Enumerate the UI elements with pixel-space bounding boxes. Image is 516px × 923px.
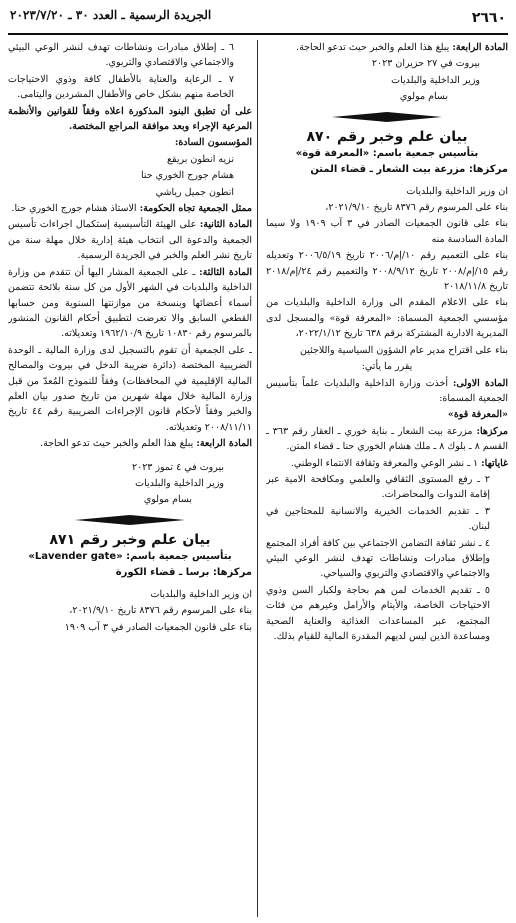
- minister-intro: ان وزير الداخلية والبلديات: [406, 185, 508, 197]
- legal-basis: بناء على المرسوم رقم ٨٣٧٦ تاريخ ٢٠٢١/٩/١٠،: [325, 202, 508, 214]
- date-line: بيروت في ٢٧ حزيران ٢٠٢٣: [371, 58, 480, 70]
- article-3-tax-paragraph: ـ على الجمعية أن تقوم بالتسجيل لدى وزارة المالية ـ الوحدة الضريبية المختصة (دائرة ضريبة الدخل في بيروت والمصالح المالية الإقليمية في المحافظات) وفقاً للنموذج المُعدّ من قبل وزارة المالية خلال مهلة شهرين من تاريخ صدور بيان العلم والخبر وفقاً لأحكام قانون الإجراءات الضريبية رقم ٤٤ تاريخ ٢٠٠٨/١١/١١ وتعديلاته.: [8, 344, 252, 433]
- goal-item: ٣ ـ تقديم الخدمات الخيرية والانسانية للمحتاجين في لبنان.: [266, 505, 490, 533]
- article-text: يبلغ هذا العلم والخبر حيث تدعو الحاجة.: [296, 42, 450, 53]
- legal-basis: بناء على التعميم رقم ١٠/إم/٢٠٠٦ تاريخ ٢٠٠٦/٥/١٩ وتعديله رقم ١٥/إم/٢٠٠٨ تاريخ ٢٠٠٨/٩/١٢ والتعميم رقم ٢٤/إم/٢٠١٨ تاريخ ٢٠١٨/١١/٨: [266, 250, 508, 293]
- article-4-paragraph: [266, 40, 508, 55]
- notice-subtitle: بتأسيس جمعية باسم: «Lavender gate»: [28, 550, 232, 562]
- notice-headquarters: مركزها: برسا ـ قضاء الكورة: [115, 566, 252, 578]
- goal-item: ٤ ـ نشر ثقافة التضامن الاجتماعي بين كافة أفراد المجتمع وإطلاق مبادرات ونشاطات تهدف لنشر الوعي البيئي والاجتماعي والاقتصادي والتربوي والسياحي.: [266, 537, 490, 580]
- section-separator: [266, 109, 508, 125]
- date-line: بيروت في ٤ تموز ٢٠٢٣: [132, 461, 224, 473]
- legal-basis: بناء على اقتراح مدير عام الشؤون السياسية واللاجئين: [299, 344, 508, 356]
- legal-basis: بناء على المرسوم رقم ٨٣٧٦ تاريخ ٢٠٢١/٩/١٠،: [69, 605, 252, 617]
- gazette-title: الجريدة الرسمية ـ العدد ٣٠ ـ ٢٠٢٣/٧/٢٠: [10, 8, 212, 22]
- minister-intro: ان وزير الداخلية والبلديات: [150, 588, 252, 600]
- founders-label: المؤسسون السادة:: [174, 137, 252, 149]
- government-representative: ممثل الجمعية تجاه الحكومة: الاستاذ هشام جورج الخوري حنا.: [11, 203, 252, 215]
- article-2-paragraph: المادة الثانية: على الهيئة التأسيسية إستكمال اجراءات تأسيس الجمعية والدعوة الى انتخاب هيئة إدارية خلال مهلة سنة من تاريخ نشر العلم والخبر في الجريدة الرسمية.: [8, 219, 252, 262]
- signatory-name: بسام مولوي: [399, 91, 448, 103]
- article-3-paragraph: المادة الثالثة: ـ على الجمعية المشار اليها أن تتقدم من وزارة الداخلية والبلديات في الشهر الأول من كل سنة بلائحة تتضمن أسماء أعضائها وبنسخة من موازنتها السنوية ومن حسابها القطعي السابق والا تعرضت لتطبيق أحكام القانون المنشور بالمرسوم رقم ١٠٨٣٠ تاريخ ١٩٦٢/١٠/٩ وتعديلاته.: [8, 266, 252, 340]
- legal-basis: بناء على الاعلام المقدم الى وزارة الداخلية والبلديات من مؤسسي الجمعية المسماة: «المعرفة قوة» والمسجل لدى المديرية الادارية المشتركة برقم ٦٣٨ تاريخ ٢٠٢٢/١/١٢،: [266, 297, 508, 340]
- article-1-paragraph: المادة الاولى: أخذت وزارة الداخلية والبلديات علماً بتأسيس الجمعية المسماة:: [266, 377, 508, 404]
- signatory-name: بسام مولوي: [143, 494, 192, 506]
- goals-paragraph: غاياتها: ١ ـ نشر الوعي والمعرفة وثقافة الانتماء الوطني.: [290, 457, 508, 469]
- founder-name: هشام جورج الخوري حنا: [140, 170, 234, 182]
- notice-title: بيان علم وخبر رقم ٨٧١: [49, 531, 211, 548]
- association-name: «المعرفة قوة»: [447, 409, 508, 421]
- founder-name: نزيه انطون بريقع: [166, 153, 234, 165]
- separator-ornament: [75, 515, 185, 525]
- article-label: المادة الرابعة:: [452, 42, 508, 53]
- goal-item: ٦ ـ إطلاق مبادرات ونشاطات تهدف لنشر الوعي البيئي والاجتماعي والاقتصادي والتربوي.: [8, 42, 234, 69]
- goal-item: ٢ ـ رفع المستوى الثقافي والعلمي ومكافحة الامية عبر إقامة الندوات والمحاضرات.: [266, 473, 490, 501]
- header-divider: [8, 33, 508, 35]
- left-column: [8, 40, 252, 917]
- condition-paragraph: على أن تطبق البنود المذكورة اعلاه وفقاً للقوانين والأنظمة المرعية الإجراء وبعد موافقة المراجع المختصة.: [8, 105, 252, 133]
- founder-name: انطون جميل رياشي: [155, 186, 234, 198]
- page-number: ٢٦٦٠: [471, 10, 506, 26]
- signatory-title: وزير الداخلية والبلديات: [391, 74, 480, 86]
- notice-headquarters: مركزها: مزرعة بيت الشعار ـ قضاء المتن: [310, 163, 508, 175]
- column-divider: [257, 40, 258, 917]
- decision-heading: يقرر ما يأتي:: [361, 361, 413, 373]
- legal-basis: بناء على قانون الجمعيات الصادر في ٣ آب ١٩٠٩ ولا سيما المادة السادسة منه: [266, 218, 508, 245]
- separator-ornament: [332, 112, 442, 122]
- headquarters-paragraph: مركزها: مزرعة بيت الشعار ـ بناية خوري ـ العقار رقم ٣٦٣ ـ القسم ٨ ـ بلوك ٨ ـ ملك هشام الخوري حنا ـ قضاء المتن.: [266, 425, 508, 453]
- legal-basis: بناء على قانون الجمعيات الصادر في ٣ آب ١٩٠٩: [64, 621, 252, 633]
- signatory-title: وزير الداخلية والبلديات: [135, 477, 224, 489]
- page-header: [0, 0, 516, 36]
- section-separator: [8, 512, 252, 528]
- goal-item: ٧ ـ الرعاية والعناية بالأطفال كافة وذوي الاحتياجات الخاصة منهم بشكل خاص والأطفال المشردين واليتامى.: [8, 73, 234, 101]
- notice-title: بيان علم وخبر رقم ٨٧٠: [306, 128, 468, 145]
- article-4-paragraph: المادة الرابعة: يبلغ هذا العلم والخبر حيث تدعو الحاجة.: [40, 438, 252, 450]
- notice-subtitle: بتأسيس جمعية باسم: «المعرفة قوة»: [295, 147, 479, 159]
- goal-item: ٥ ـ تقديم الخدمات لمن هم بحاجة ولكبار السن وذوي الاحتياجات الخاصة، والأيتام والأرامل وغيرهم من فئات المجتمع، عبر المساعدات الغذائية والعناية الصحية ومساعدة الذين ليس لديهم المقدرة المالية للقيام بذلك.: [266, 584, 490, 642]
- right-column: [266, 40, 508, 917]
